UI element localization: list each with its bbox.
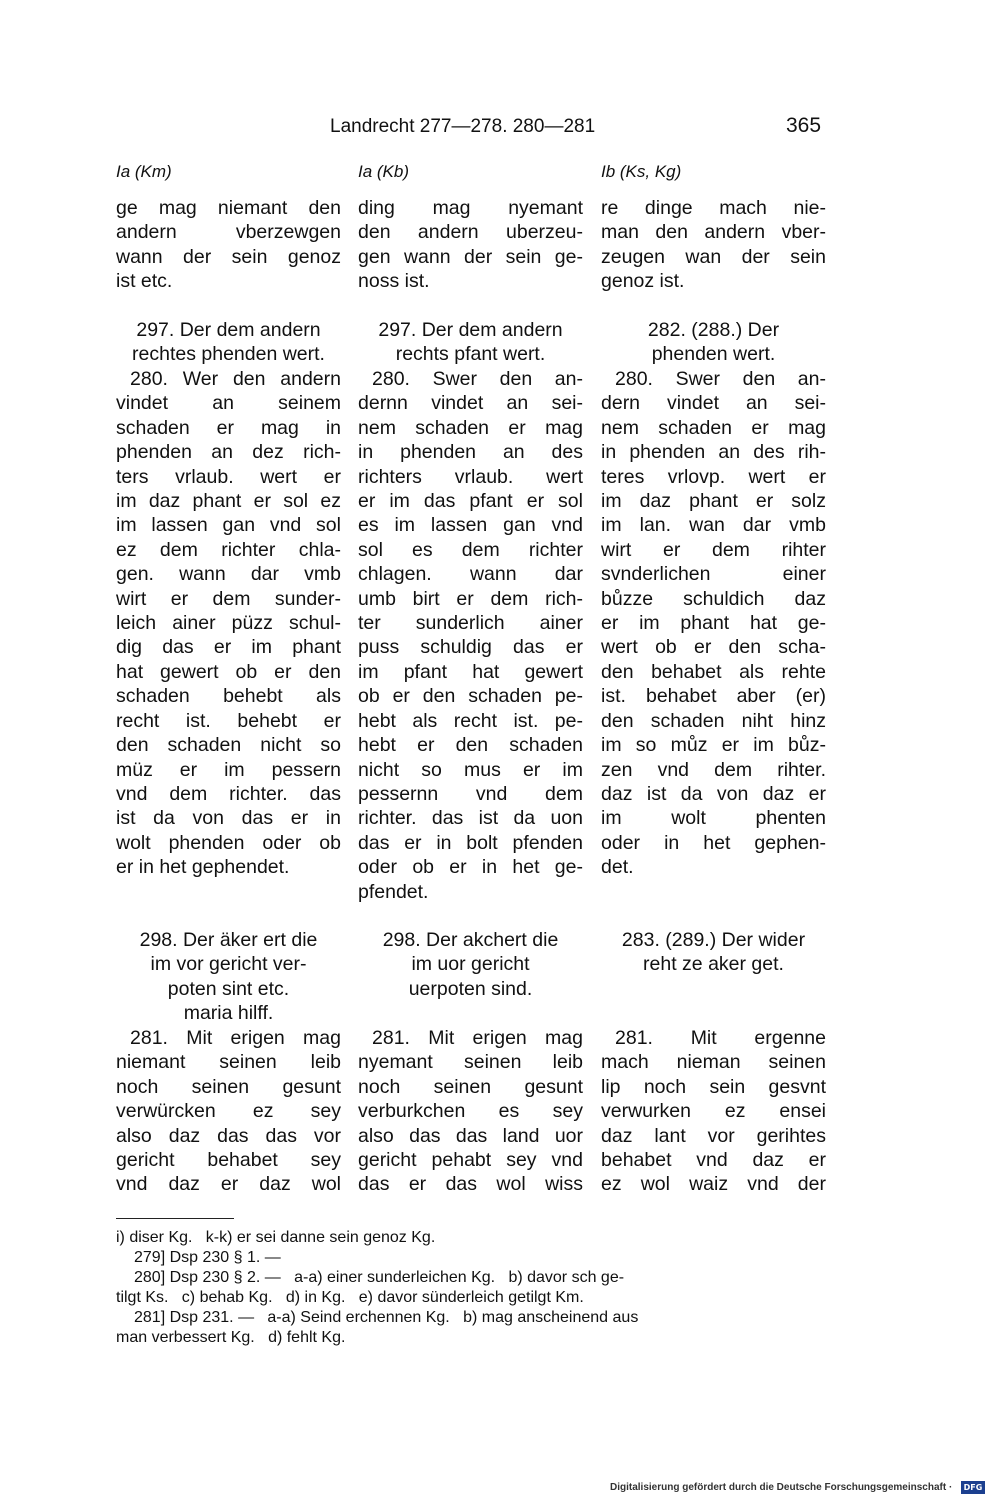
text-line: verwurken ez ensei: [601, 1100, 826, 1123]
text-line: wert ob er den scha-: [601, 636, 826, 659]
text-line: richter. das ist da uon: [358, 807, 583, 830]
text-line: hebt als recht ist. pe-: [358, 709, 583, 732]
text-line: im wolt phenten: [601, 807, 826, 830]
text-line: 298. Der akchert die: [382, 929, 559, 951]
text-line: gen wann der sein ge-: [358, 245, 583, 268]
text-line: phenden an dez rich-: [116, 441, 341, 464]
section-heading: [358, 318, 583, 367]
text-line: dig das er im phant: [116, 636, 341, 659]
text-line: nem schaden er mag: [358, 416, 583, 439]
text-line: es im lassen gan vnd: [358, 514, 583, 537]
text-line: vnd daz er daz wol: [116, 1173, 341, 1196]
text-line: vindet an seinem: [116, 392, 341, 415]
text-line: sol es dem richter: [358, 538, 583, 561]
dfg-logo: DFG: [961, 1481, 985, 1494]
column-siglum: Ia (Km): [116, 162, 172, 181]
text-line: andern vberzewgen: [116, 221, 341, 244]
text-line: dern vindet an sei-: [601, 392, 826, 415]
text-line: schaden behebt als: [116, 685, 341, 708]
text-line: phenden wert.: [651, 343, 776, 366]
text-line: in phenden an des: [358, 441, 583, 464]
section-heading: [358, 928, 583, 1001]
text-line: müz er im pessern: [116, 758, 341, 781]
text-line: das er das wol wiss: [358, 1173, 583, 1196]
column-siglum: Ia (Kb): [358, 162, 410, 181]
text-line: 297. Der dem andern: [136, 319, 321, 341]
article-paragraph: [116, 1026, 341, 1197]
text-line: mach nieman seinen: [601, 1051, 826, 1074]
text-line: im daz phant er solz: [601, 490, 826, 513]
text-line: verburkchen es sey: [358, 1100, 583, 1123]
text-line: pessernn vnd dem: [358, 782, 583, 805]
text-line: umb birt er dem rich-: [358, 587, 583, 610]
text-line: er im das pfant er sol: [358, 490, 583, 513]
section-heading: [601, 318, 826, 367]
text-line: schaden er mag in: [116, 416, 341, 439]
text-line: nicht so mus er im: [358, 758, 583, 781]
text-line: ez wol waiz vnd der: [601, 1173, 826, 1196]
text-line: 280. Swer den an-: [615, 368, 826, 390]
running-header: [0, 116, 1000, 146]
text-line: oder in het gephen-: [601, 831, 826, 854]
text-line: noch seinen gesunt: [358, 1075, 583, 1098]
article-paragraph: [601, 367, 826, 880]
paragraph-continuation: [116, 196, 341, 294]
section-heading: [116, 928, 341, 1026]
text-line: niemant seinen leib: [116, 1051, 341, 1074]
text-line: lip noch sein gesvnt: [601, 1075, 826, 1098]
text-line: puss schuldig das er: [358, 636, 583, 659]
text-line: gericht pehabt sey vnd: [358, 1149, 583, 1172]
article-paragraph: [116, 367, 341, 880]
text-line: im lassen gan vnd sol: [116, 514, 341, 537]
text-line: im uor gericht: [411, 953, 530, 976]
footnote-line: i) diser Kg. k-k) er sei danne sein genoz Kg.: [116, 1229, 436, 1246]
article-paragraph: [601, 1026, 826, 1197]
text-line: poten sint etc.: [167, 977, 290, 1000]
text-line: 281. Mit erigen mag: [372, 1027, 583, 1049]
footnote-line: tilgt Ks. c) behab Kg. d) in Kg. e) davor sünderleich getilgt Km.: [116, 1289, 584, 1306]
footnote-line: man verbessert Kg. d) fehlt Kg.: [116, 1329, 346, 1346]
text-line: wann der sein genoz: [116, 245, 341, 268]
column-ia-kb: [358, 160, 583, 1196]
text-line: also daz das das vor: [116, 1124, 341, 1147]
footnote-line: 279] Dsp 230 § 1. —: [134, 1249, 281, 1266]
text-line: wirt er dem sunder-: [116, 587, 341, 610]
text-line: den andern uberzeu-: [358, 221, 583, 244]
column-ia-km: [116, 160, 341, 1196]
text-line: den schaden nicht so: [116, 734, 341, 757]
text-line: ez dem richter chla-: [116, 538, 341, 561]
text-line: hebt er den schaden: [358, 734, 583, 757]
text-line: zeugen wan der sein: [601, 245, 826, 268]
text-line: im vor gericht ver-: [150, 953, 307, 976]
text-line: gen. wann dar vmb: [116, 563, 341, 586]
text-line: 280. Wer den andern: [130, 368, 341, 390]
text-line: in phenden an des rih-: [601, 441, 826, 464]
text-line: re dinge mach nie-: [601, 197, 826, 219]
section-heading: [116, 318, 341, 367]
text-line: uerpoten sind.: [408, 977, 533, 1000]
text-line: rechtes phenden wert.: [132, 343, 325, 366]
text-line: behabet vnd daz er: [601, 1149, 826, 1172]
text-line: ob er den schaden pe-: [358, 685, 583, 708]
text-line: noch seinen gesunt: [116, 1075, 341, 1098]
text-line: chlagen. wann dar: [358, 563, 583, 586]
text-line: vnd dem richter. das: [116, 782, 341, 805]
text-line: er im phant hat ge-: [601, 612, 826, 635]
text-line: das er in bolt pfenden: [358, 831, 583, 854]
text-line: ist etc.: [116, 270, 173, 293]
text-line: im so můz er im bůz-: [601, 734, 826, 757]
text-line: verwürcken ez sey: [116, 1100, 341, 1123]
paragraph-continuation: [601, 196, 826, 294]
text-line: im pfant hat gewert: [358, 660, 583, 683]
text-line: ters vrlaub. wert er: [116, 465, 341, 488]
text-line: dernn vindet an sei-: [358, 392, 583, 415]
text-line: noss ist.: [358, 270, 430, 293]
text-line: ge mag niemant den: [116, 197, 341, 219]
text-line: 298. Der äker ert die: [139, 929, 318, 951]
text-line: recht ist. behebt er: [116, 709, 341, 732]
footnote-line: 281] Dsp 231. — a-a) Seind erchennen Kg. b) mag anscheinend aus: [134, 1309, 639, 1326]
footnote-rule: [116, 1218, 234, 1219]
text-line: man den andern vber-: [601, 221, 826, 244]
text-line: ist da von das er in: [116, 807, 341, 830]
text-line: 282. (288.) Der: [647, 319, 780, 341]
text-line: pfendet.: [358, 880, 429, 903]
text-line: ding mag nyemant: [358, 197, 583, 219]
text-line: also das das land uor: [358, 1124, 583, 1147]
text-line: 281. Mit ergenne: [615, 1027, 826, 1049]
article-paragraph: [358, 1026, 583, 1197]
text-line: zen vnd dem rihter.: [601, 758, 826, 781]
text-line: 283. (289.) Der wider: [621, 929, 806, 951]
text-line: teres vrlovp. wert er: [601, 465, 826, 488]
text-line: 280. Swer den an-: [372, 368, 583, 390]
text-line: 281. Mit erigen mag: [130, 1027, 341, 1049]
text-line: hat gewert ob er den: [116, 660, 341, 683]
text-line: im daz phant er sol ez: [116, 490, 341, 513]
text-line: wolt phenden oder ob: [116, 831, 341, 854]
text-line: wirt er dem rihter: [601, 538, 826, 561]
dfg-credit: Digitalisierung gefördert durch die Deutsche Forschungsgemeinschaft ·: [610, 1482, 953, 1493]
column-ib-ks-kg: [601, 160, 826, 1196]
column-siglum: Ib (Ks, Kg): [601, 162, 682, 181]
text-line: gericht behabet sey: [116, 1149, 341, 1172]
section-heading: [601, 928, 826, 977]
text-line: genoz ist.: [601, 270, 685, 293]
text-line: leich ainer püzz schul-: [116, 612, 341, 635]
text-line: 297. Der dem andern: [378, 319, 563, 341]
text-line: daz lant vor gerihtes: [601, 1124, 826, 1147]
text-line: den schaden niht hinz: [601, 709, 826, 732]
text-line: svnderlichen einer: [601, 563, 826, 586]
footnote-line: 280] Dsp 230 § 2. — a-a) einer sunderleichen Kg. b) davor sch ge-: [134, 1269, 625, 1286]
text-line: den behabet als rehte: [601, 660, 826, 683]
text-line: im lan. wan dar vmb: [601, 514, 826, 537]
running-title: Landrecht 277—278. 280—281: [330, 116, 596, 137]
text-line: oder ob er in het ge-: [358, 856, 583, 879]
text-line: rechts pfant wert.: [395, 343, 546, 366]
paragraph-continuation: [358, 196, 583, 294]
text-line: ist. behabet aber (er): [601, 685, 826, 708]
article-paragraph: [358, 367, 583, 904]
text-line: er in het gephendet.: [116, 856, 290, 879]
text-line: ter sunderlich ainer: [358, 612, 583, 635]
text-line: nem schaden er mag: [601, 416, 826, 439]
text-line: nyemant seinen leib: [358, 1051, 583, 1074]
text-line: bůzze schuldich daz: [601, 587, 826, 610]
text-line: reht ze aker get.: [643, 953, 784, 976]
text-line: richters vrlaub. wert: [358, 465, 583, 488]
text-line: maria hilff.: [183, 1002, 274, 1025]
text-line: det.: [601, 856, 634, 879]
text-line: daz ist da von daz er: [601, 782, 826, 805]
page-number: 365: [786, 114, 822, 137]
